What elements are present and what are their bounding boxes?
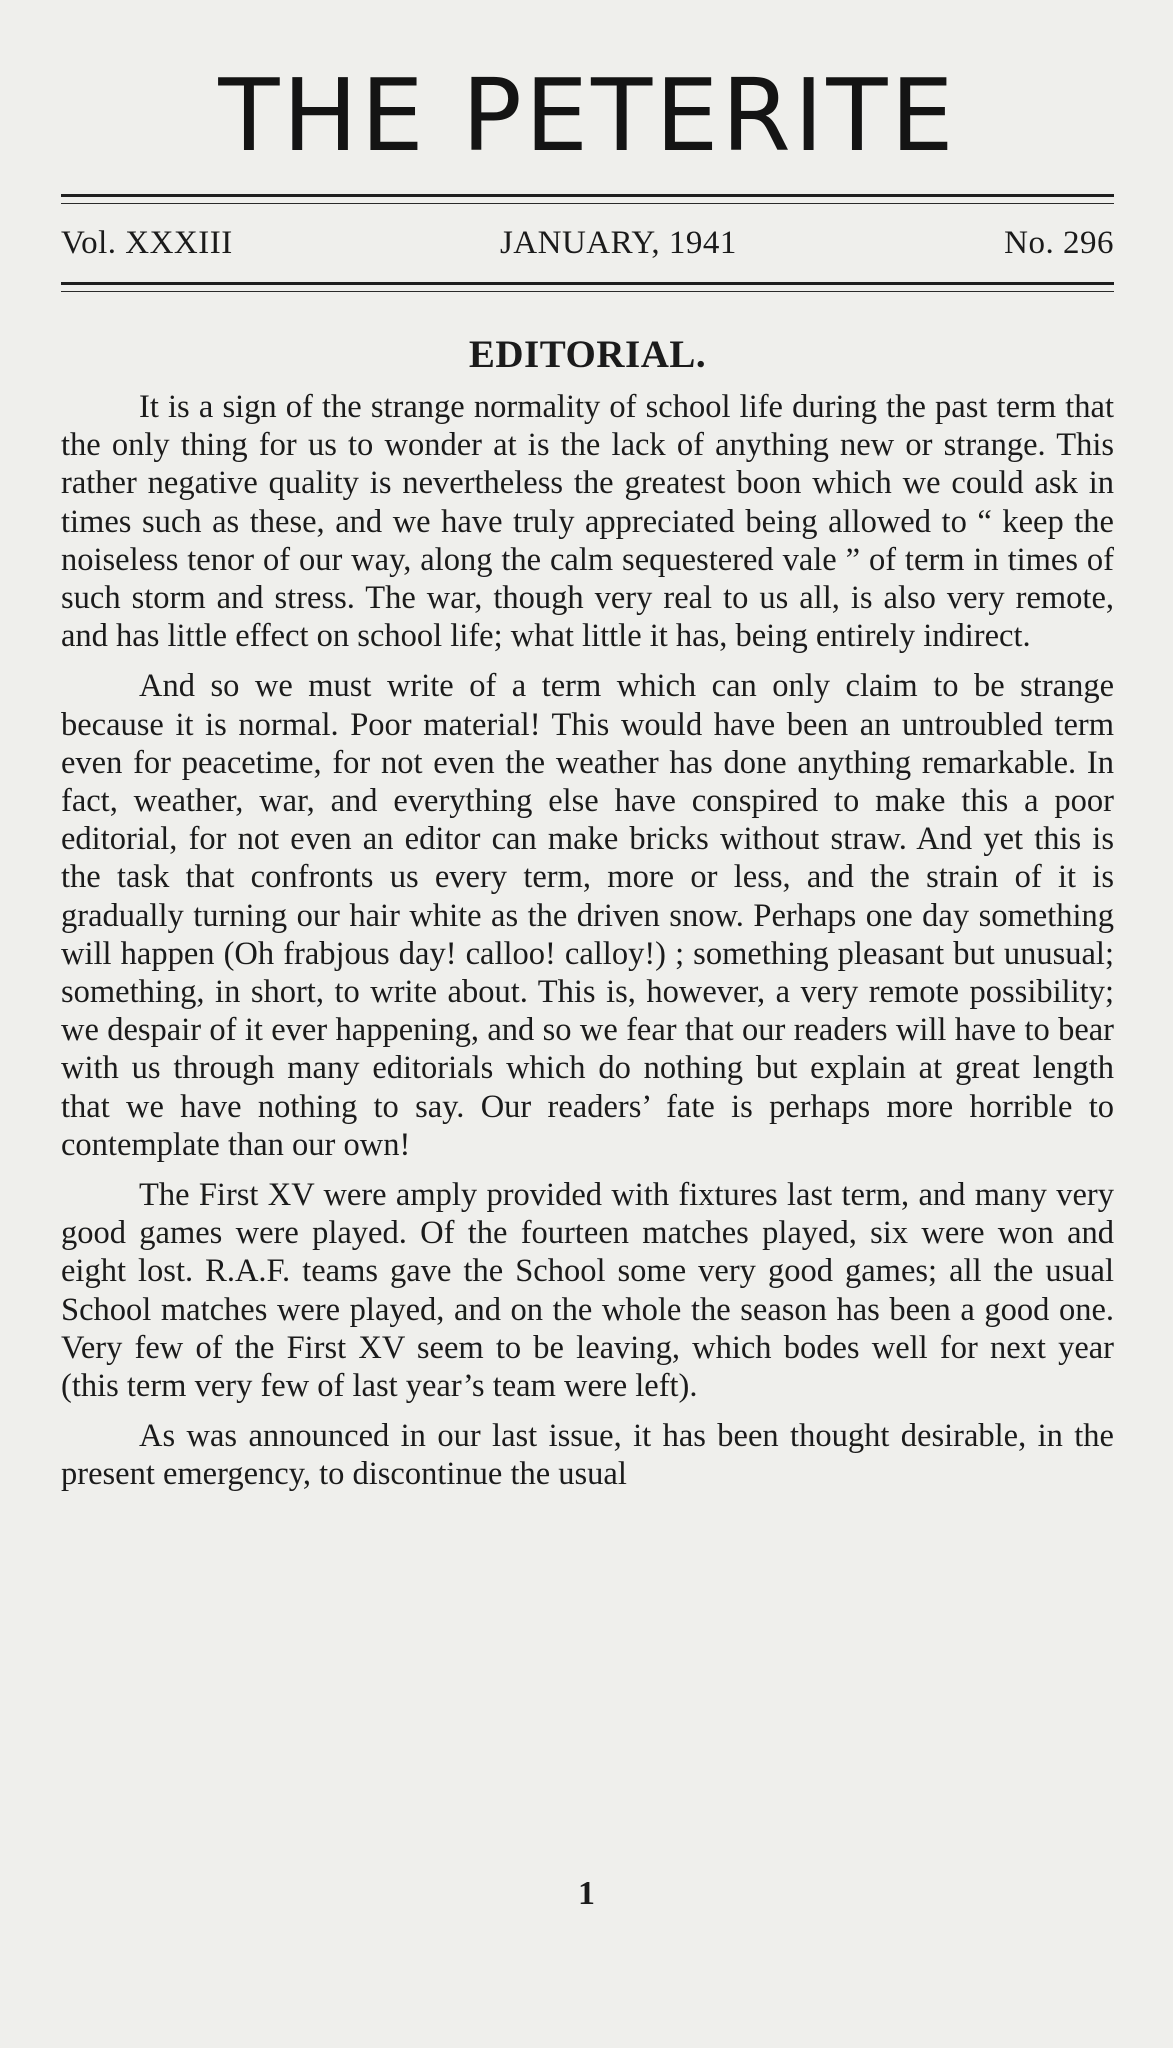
editorial-body <box>61 388 1114 1494</box>
editorial-paragraph: And so we must write of a term which can only claim to be strange because it is normal. Poor material! This would have been an untroubled term even for peacetime, for not even the weather has done anything remarkable. In fact, weather, war, and everything else have conspired to make this a poor editorial, for not even an editor can make bricks without straw. And yet this is the task that confronts us every term, more or less, and the strain of it is gradually turning our hair white as the driven snow. Perhaps one day something will happen (Oh frabjous day! calloo! calloy!) ; something pleasant but unusual; something, in short, to write about. This is, however, a very remote possibility; we despair of it ever happening, and so we fear that our readers will have to bear with us through many editorials which do nothing but explain at great length that we have nothing to say. Our readers’ fate is perhaps more horrible to contemplate than our own! <box>61 668 1114 1163</box>
masthead-title: THE PETERITE <box>218 57 957 174</box>
issue-date: JANUARY, 1941 <box>499 225 737 261</box>
volume-label: Vol. XXXIII <box>61 225 233 261</box>
editorial-paragraph: As was announced in our last issue, it has been thought desirable, in the present emergency, to discontinue the usual <box>61 1418 1114 1493</box>
issue-info-line <box>61 204 1114 282</box>
masthead-rule-top <box>61 194 1114 204</box>
editorial-paragraph: It is a sign of the strange normality of school life during the past term that the only thing for us to wonder at is the lack of anything new or strange. This rather negative quality is nevertheless the greatest boon which we could ask in times such as these, and we have truly appreciated being allowed to “ keep the noiseless tenor of our way, along the calm sequestered vale ” of term in times of such storm and stress. The war, though very real to us all, is also very remote, and has little effect on school life; what little it has, being entirely indirect. <box>61 389 1114 655</box>
editorial-paragraph: The First XV were amply provided with fixtures last term, and many very good games were played. Of the fourteen matches played, six were won and eight lost. R.A.F. teams gave the School some very good games; all the usual School matches were played, and on the whole the season has been a good one. Very few of the First XV seem to be leaving, which bodes well for next year (this term very few of last year’s team were left). <box>61 1177 1114 1405</box>
page-number: 1 <box>578 1875 595 1912</box>
masthead-rule-bottom <box>61 282 1114 292</box>
issue-number: No. 296 <box>1004 225 1114 261</box>
editorial-heading: EDITORIAL. <box>468 333 707 376</box>
